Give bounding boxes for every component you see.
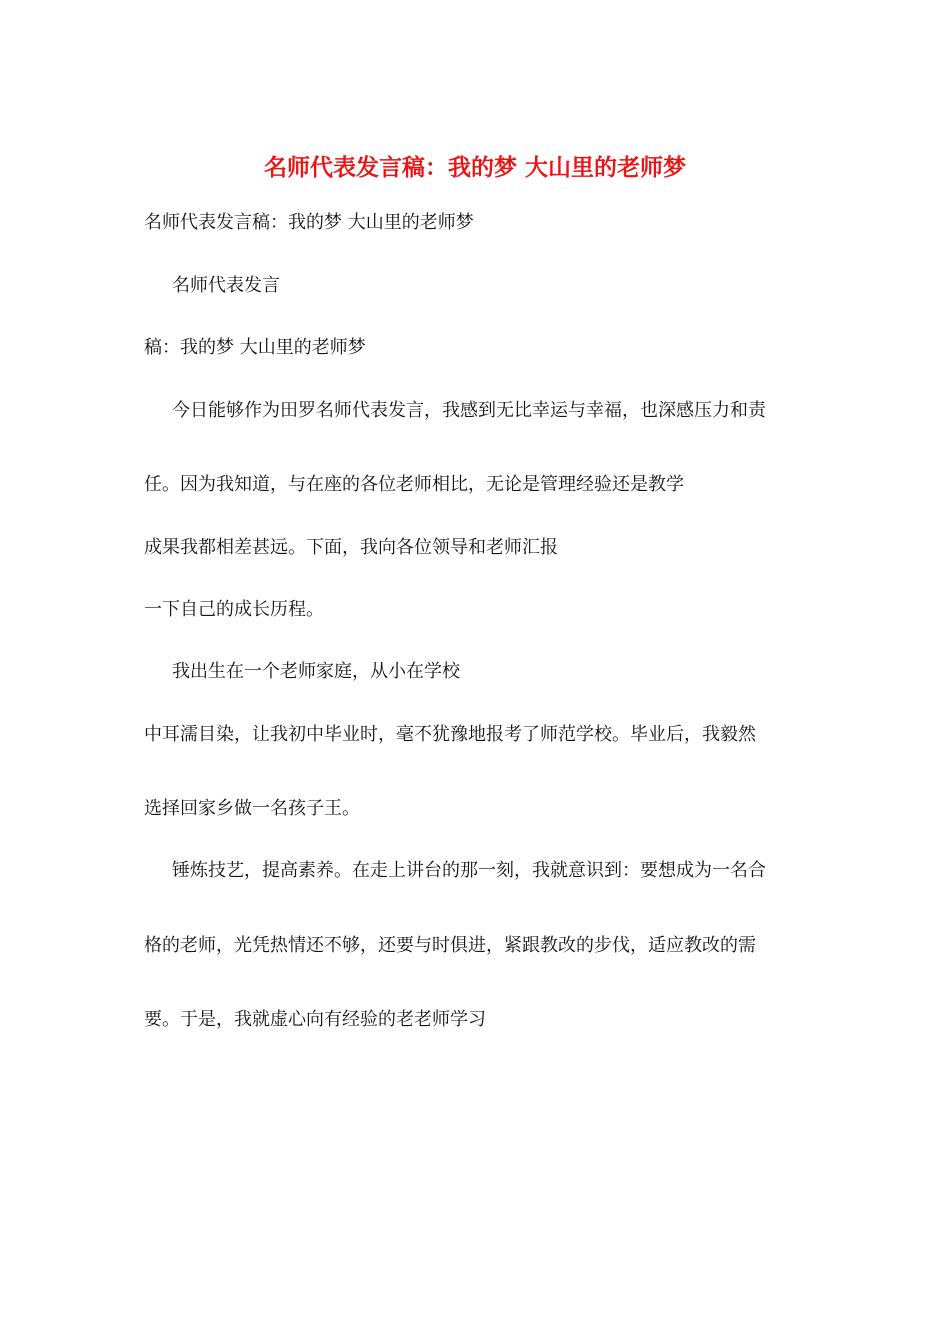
text-line: 一下自己的成长历程。 [144, 599, 324, 620]
text-line: 选择回家乡做一名孩子王。 [144, 798, 360, 819]
text-line: 格的老师，光凭热情还不够，还要与时俱进，紧跟教改的步伐，适应教改的需 [144, 935, 756, 956]
text-line: 名师代表发言稿：我的梦 大山里的老师梦 [144, 212, 474, 233]
text-line: 中耳濡目染，让我初中毕业时，毫不犹豫地报考了师范学校。毕业后，我毅然 [144, 724, 756, 745]
text-line: 要。于是，我就虚心向有经验的老老师学习 [144, 1009, 486, 1030]
document-title: 名师代表发言稿：我的梦 大山里的老师梦 [263, 154, 686, 181]
text-line: 名师代表发言 [172, 275, 280, 296]
text-line: 我出生在一个老师家庭，从小在学校 [172, 661, 460, 682]
text-line: 稿：我的梦 大山里的老师梦 [144, 337, 366, 358]
text-line: 任。因为我知道，与在座的各位老师相比，无论是管理经验还是教学 [144, 474, 684, 495]
text-line: 锤炼技艺，提高素养。在走上讲台的那一刻，我就意识到：要想成为一名合 [172, 860, 766, 881]
text-line: 今日能够作为田罗名师代表发言，我感到无比幸运与幸福，也深感压力和责 [172, 400, 766, 421]
text-line: 成果我都相差甚远。下面，我向各位领导和老师汇报 [144, 537, 558, 558]
